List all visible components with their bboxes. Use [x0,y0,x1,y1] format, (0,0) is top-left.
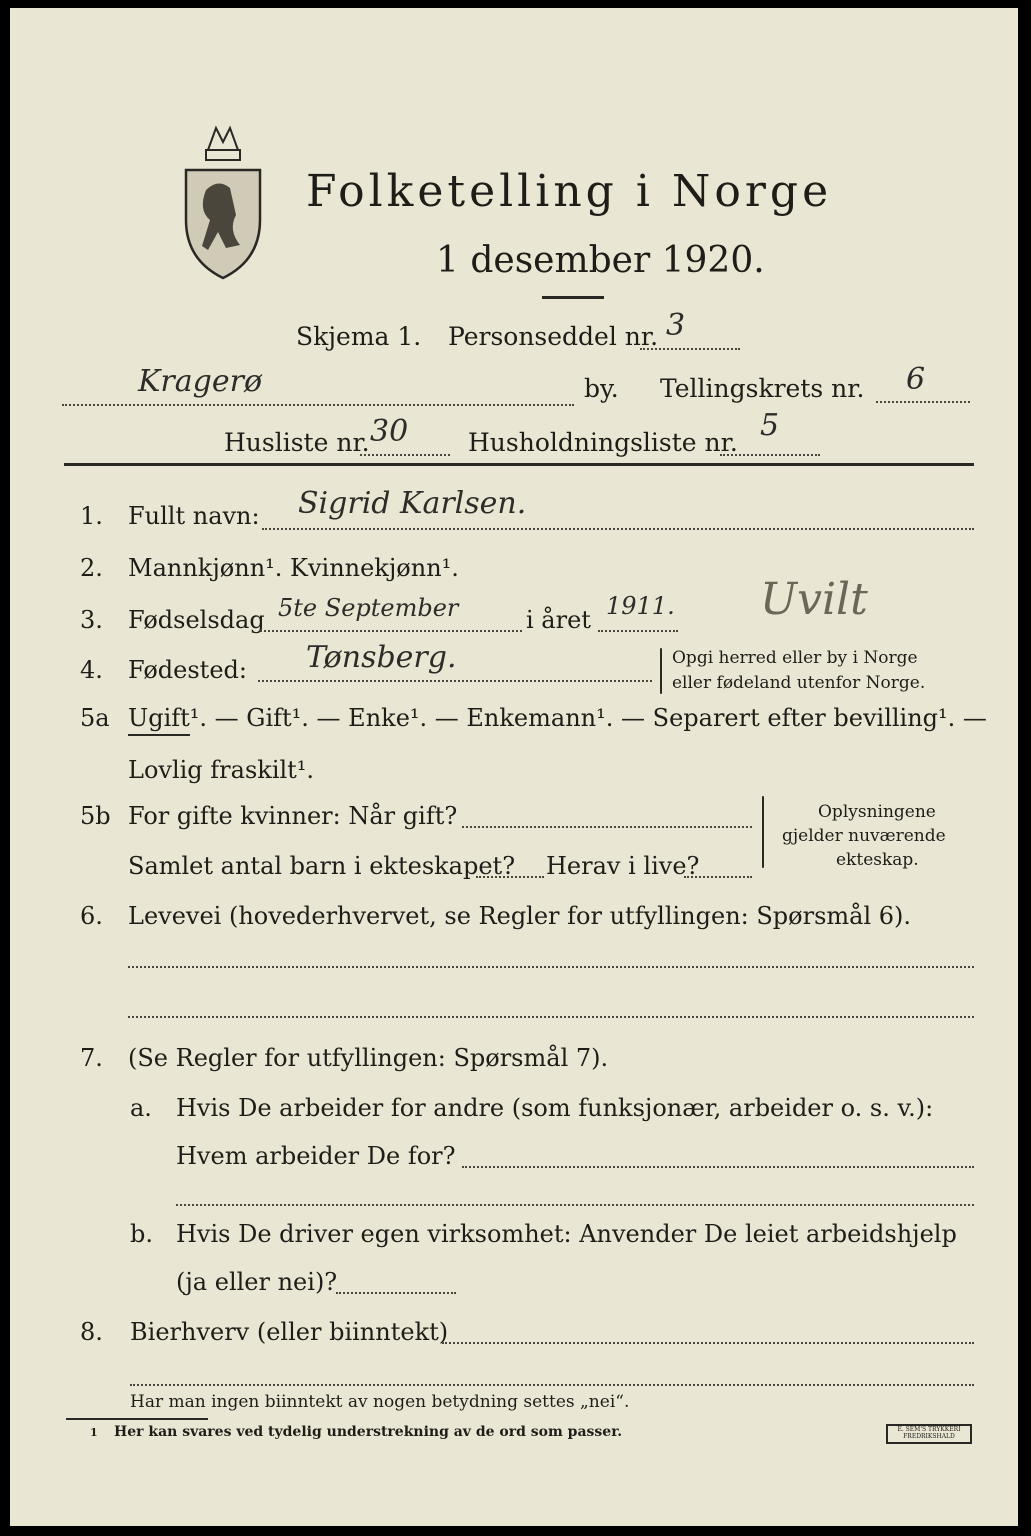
q5b-note-1: Oplysningene [818,802,936,822]
footer-note: Har man ingen biinntekt av nogen betydning settes „nei“. [130,1392,630,1412]
q7a-line-2: Hvem arbeider De for? [176,1142,456,1170]
q4-label: Fødested: [128,656,247,684]
footnote-mark: 1 [90,1426,98,1439]
q5b-children-label: Samlet antal barn i ekteskapet? [128,852,516,880]
q3-year-line [598,630,678,632]
q7-label: (Se Regler for utfyllingen: Spørsmål 7). [128,1044,609,1072]
census-date: 1 desember 1920. [436,240,765,281]
husholdning-value: 5 [760,408,780,443]
by-label: by. [584,374,619,403]
q4-brace [660,648,662,694]
footnote-rule [66,1418,208,1420]
q8-line-2 [130,1384,974,1386]
q5b-note-2: gjelder nuværende [782,826,946,846]
q7b-line-2: (ja eller nei)? [176,1268,338,1296]
q6-number: 6. [80,902,103,930]
q5b-children-line [476,876,544,878]
husliste-label: Husliste nr. [224,428,370,457]
q5b-alive-label: Herav i live? [546,852,700,880]
q6-line-2 [128,1016,974,1018]
tellingskrets-value: 6 [906,362,926,397]
census-form [10,8,1018,1526]
q5a-line-1: Ugift¹. — Gift¹. — Enke¹. — Enkemann¹. — Separert efter bevilling¹. — [128,704,987,732]
q3-year-label: i året [526,606,591,634]
q4-value: Tønsberg. [306,640,457,675]
q4-note-2: eller fødeland utenfor Norge. [672,673,926,693]
tellingskrets-line [876,401,970,403]
q8-line-1 [442,1342,974,1344]
q3-number: 3. [80,606,103,634]
q5b-number: 5b [80,802,111,830]
q7a-letter: a. [130,1094,152,1122]
q5b-brace [762,796,764,868]
header-rule [64,463,974,466]
q1-value: Sigrid Karlsen. [298,486,527,521]
husholdning-label: Husholdningsliste nr. [468,428,738,457]
q7-number: 7. [80,1044,103,1072]
q4-line [258,680,652,682]
husholdning-line [720,454,820,456]
q8-number: 8. [80,1318,103,1346]
tellingskrets-label: Tellingskrets nr. [660,374,865,403]
q7b-line-1: Hvis De driver egen virksomhet: Anvender De leiet arbeidshjelp [176,1220,957,1248]
form-title: Folketelling i Norge [306,166,833,217]
by-value: Kragerø [138,364,262,399]
q1-label: Fullt navn: [128,502,260,530]
q5b-note-3: ekteskap. [836,850,919,870]
q7b-line-answer [336,1292,456,1294]
q1-line [262,528,974,530]
q7a-line-1: Hvis De arbeider for andre (som funksjonær, arbeider o. s. v.): [176,1094,934,1122]
q8-label: Bierhverv (eller biinntekt) [130,1318,449,1346]
by-line [62,404,574,406]
q1-number: 1. [80,502,103,530]
q5b-alive-line [684,876,752,878]
q5b-line-1: For gifte kvinner: Når gift? [128,802,458,830]
q5b-married-line [462,826,752,828]
q3-value: 5te September [278,594,459,622]
husliste-value: 30 [370,414,409,449]
q3-line [260,630,522,632]
q3-year-value: 1911. [606,592,675,620]
skjema-label: Skjema 1. [296,322,422,351]
q2-number: 2. [80,554,103,582]
personseddel-label: Personseddel nr. [448,322,659,351]
q4-number: 4. [80,656,103,684]
personseddel-value: 3 [666,308,686,343]
q7a-line-answer [462,1166,974,1168]
husliste-line [360,454,450,456]
q2-label: Mannkjønn¹. Kvinnekjønn¹. [128,554,459,582]
q3-label: Fødselsdag [128,606,265,634]
printer-stamp: E. SEM'S TRYKKERI FREDRIKSHALD [886,1424,972,1444]
q5a-line-2: Lovlig fraskilt¹. [128,756,315,784]
q7a-line-extra [176,1204,974,1206]
q5a-number: 5a [80,704,110,732]
q6-line-1 [128,966,974,968]
margin-note: Uvilt [760,574,868,625]
coat-of-arms-emblem [178,120,268,284]
personseddel-line [640,348,740,350]
q5a-underline-ugift [128,734,190,736]
footnote-text: Her kan svares ved tydelig understrekning av de ord som passer. [114,1424,623,1440]
q6-label: Levevei (hovederhvervet, se Regler for utfyllingen: Spørsmål 6). [128,902,912,930]
q7b-letter: b. [130,1220,153,1248]
title-divider [542,296,604,299]
q4-note-1: Opgi herred eller by i Norge [672,648,918,668]
